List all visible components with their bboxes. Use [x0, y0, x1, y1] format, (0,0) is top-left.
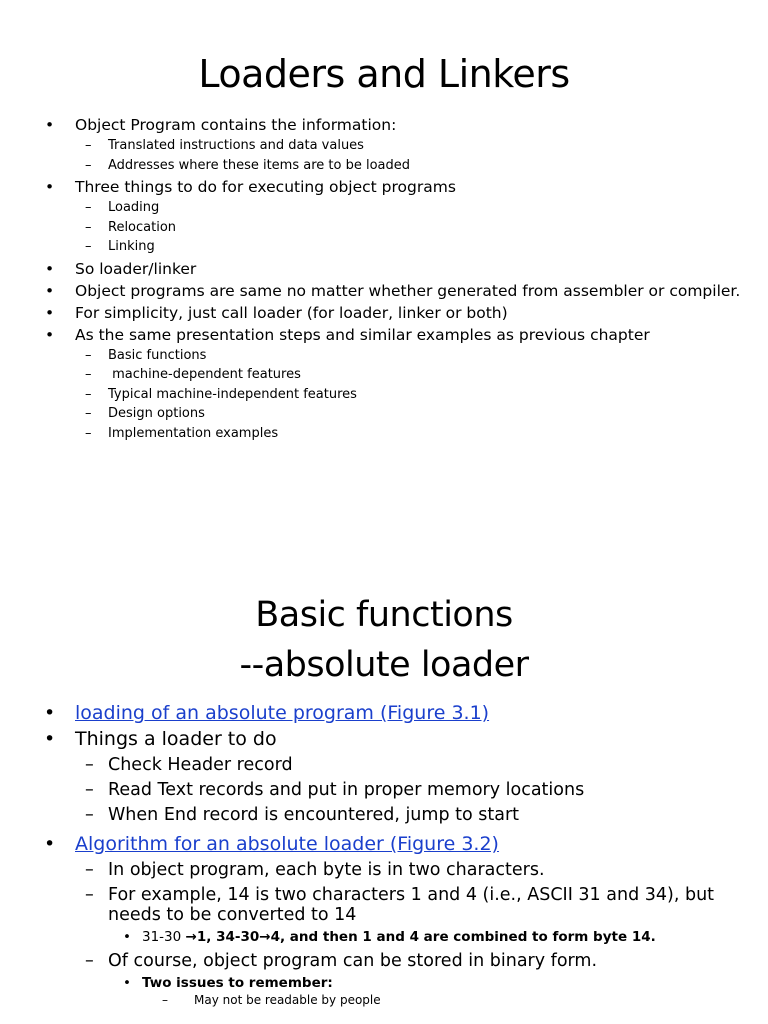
sub-list-item-text: Addresses where these items are to be loaded	[108, 157, 411, 173]
sub-list-item	[75, 805, 768, 825]
sub-list-item	[75, 780, 768, 800]
list-item	[0, 260, 768, 279]
list-item	[0, 304, 768, 323]
sub-list-item	[75, 860, 768, 880]
list-item	[0, 116, 768, 175]
bullet-icon: •	[123, 975, 131, 991]
bullet-icon: •	[45, 178, 55, 196]
figure-3-2-link[interactable]: Algorithm for an absolute loader (Figure 3.2)	[75, 833, 499, 855]
sub-list-item	[75, 218, 768, 238]
detail-text-part1: 31-30	[142, 929, 186, 945]
dash-icon: –	[85, 200, 92, 215]
sub-list-item	[75, 951, 768, 1008]
sub-list-item-text: Linking	[108, 239, 155, 254]
slide-title-line2: --absolute loader	[239, 645, 529, 685]
sub-sub-list-item-text: Two issues to remember:	[142, 975, 333, 991]
sub-list-item	[75, 156, 768, 176]
list-item	[0, 702, 768, 724]
sub-list	[75, 136, 768, 175]
list-item-text: Things a loader to do	[75, 728, 277, 750]
list-item-text: So loader/linker	[75, 259, 197, 278]
dash-icon: –	[85, 386, 92, 402]
dash-icon: –	[85, 239, 92, 254]
sub-list-item	[75, 385, 768, 405]
slide-title-line1: Basic functions	[255, 595, 513, 635]
bullet-icon: •	[45, 116, 55, 134]
sub-sub-list	[108, 974, 768, 1008]
sub-list-item-text: When End record is encountered, jump to start	[108, 805, 520, 825]
sub-list-item	[75, 136, 768, 156]
sub-list-item-text: Of course, object program can be stored in binary form.	[108, 951, 598, 971]
dash-icon: –	[85, 805, 94, 825]
sub-list	[75, 755, 768, 825]
list-item	[0, 833, 768, 1008]
sub-sub-sub-list-item	[142, 992, 768, 1008]
slide-title: Loaders and Linkers	[198, 52, 570, 96]
dash-icon: –	[85, 219, 92, 235]
bullet-icon: •	[44, 702, 56, 724]
sub-sub-list	[108, 928, 768, 946]
sub-list-item	[75, 365, 768, 385]
list-item	[0, 282, 768, 301]
dash-icon: –	[85, 860, 94, 880]
dash-icon: –	[85, 406, 92, 421]
sub-list-item	[75, 885, 768, 946]
sub-list-item-text: machine-dependent features	[108, 367, 301, 382]
list-item-text: For simplicity, just call loader (for loader, linker or both)	[75, 303, 508, 322]
sub-sub-sub-list-item-text: May not be readable by people	[194, 993, 381, 1007]
sub-list	[75, 346, 768, 444]
bullet-icon: •	[45, 325, 55, 344]
list-item-text: Object programs are same no matter whether generated from assembler or compiler.	[75, 281, 741, 300]
slide-basic-functions	[0, 590, 768, 1024]
bullet-icon: •	[45, 303, 55, 322]
dash-icon: –	[85, 885, 94, 905]
dash-icon: –	[85, 755, 94, 775]
list-item	[0, 326, 768, 444]
detail-text-part3: 4, and then 1 and 4 are combined to form byte 14.	[270, 929, 656, 945]
bullet-icon: •	[44, 728, 56, 750]
sub-list-item	[75, 237, 768, 257]
sub-list-item-text: Basic functions	[108, 347, 207, 363]
sub-list-item-text: Relocation	[108, 219, 177, 235]
sub-sub-list-item	[75, 928, 768, 946]
list-item-text: Object Program contains the information:	[75, 116, 397, 134]
bullet-icon: •	[45, 259, 55, 278]
bullet-icon: •	[44, 833, 56, 855]
sub-list-item-text: Read Text records and put in proper memory locations	[108, 780, 585, 800]
sub-list-item	[75, 424, 768, 444]
sub-list-item	[75, 346, 768, 366]
list-item-text: As the same presentation steps and similar examples as previous chapter	[75, 325, 650, 344]
sub-list-item-text: Implementation examples	[108, 425, 279, 441]
sub-list	[75, 860, 768, 1008]
detail-text-part2: 1, 34-30	[196, 929, 260, 945]
arrow-right-icon: →	[259, 929, 271, 945]
dash-icon: –	[162, 993, 168, 1007]
list-item	[0, 728, 768, 825]
bullet-list	[0, 116, 768, 443]
figure-3-1-link[interactable]: loading of an absolute program (Figure 3.1)	[75, 702, 490, 724]
list-item-text: Three things to do for executing object programs	[75, 178, 456, 196]
sub-list-item-text: Typical machine-independent features	[108, 386, 357, 402]
sub-sub-sub-list	[142, 992, 768, 1008]
dash-icon: –	[85, 157, 92, 173]
dash-icon: –	[85, 138, 92, 153]
list-item	[0, 178, 768, 257]
dash-icon: –	[85, 347, 92, 363]
bullet-icon: •	[45, 281, 55, 300]
sub-list-item-text: Design options	[108, 406, 205, 421]
sub-list-item	[75, 755, 768, 775]
dash-icon: –	[85, 425, 92, 441]
sub-list-item-text: Check Header record	[108, 755, 293, 775]
slide-title	[0, 590, 768, 690]
arrow-right-icon: →	[185, 929, 197, 945]
dash-icon: –	[85, 951, 94, 971]
bullet-list	[0, 702, 768, 1008]
sub-list-item	[75, 198, 768, 218]
sub-list-item	[75, 404, 768, 424]
sub-list-item-text: In object program, each byte is in two characters.	[108, 860, 545, 880]
sub-list-item-text: For example, 14 is two characters 1 and 4 (i.e., ASCII 31 and 34), but needs to be converted to 14	[108, 885, 715, 925]
sub-list	[75, 198, 768, 257]
sub-sub-list-item	[75, 974, 768, 1008]
dash-icon: –	[85, 367, 92, 382]
bullet-icon: •	[123, 929, 131, 945]
sub-list-item-text: Loading	[108, 200, 160, 215]
sub-list-item-text: Translated instructions and data values	[108, 138, 364, 153]
dash-icon: –	[85, 780, 94, 800]
